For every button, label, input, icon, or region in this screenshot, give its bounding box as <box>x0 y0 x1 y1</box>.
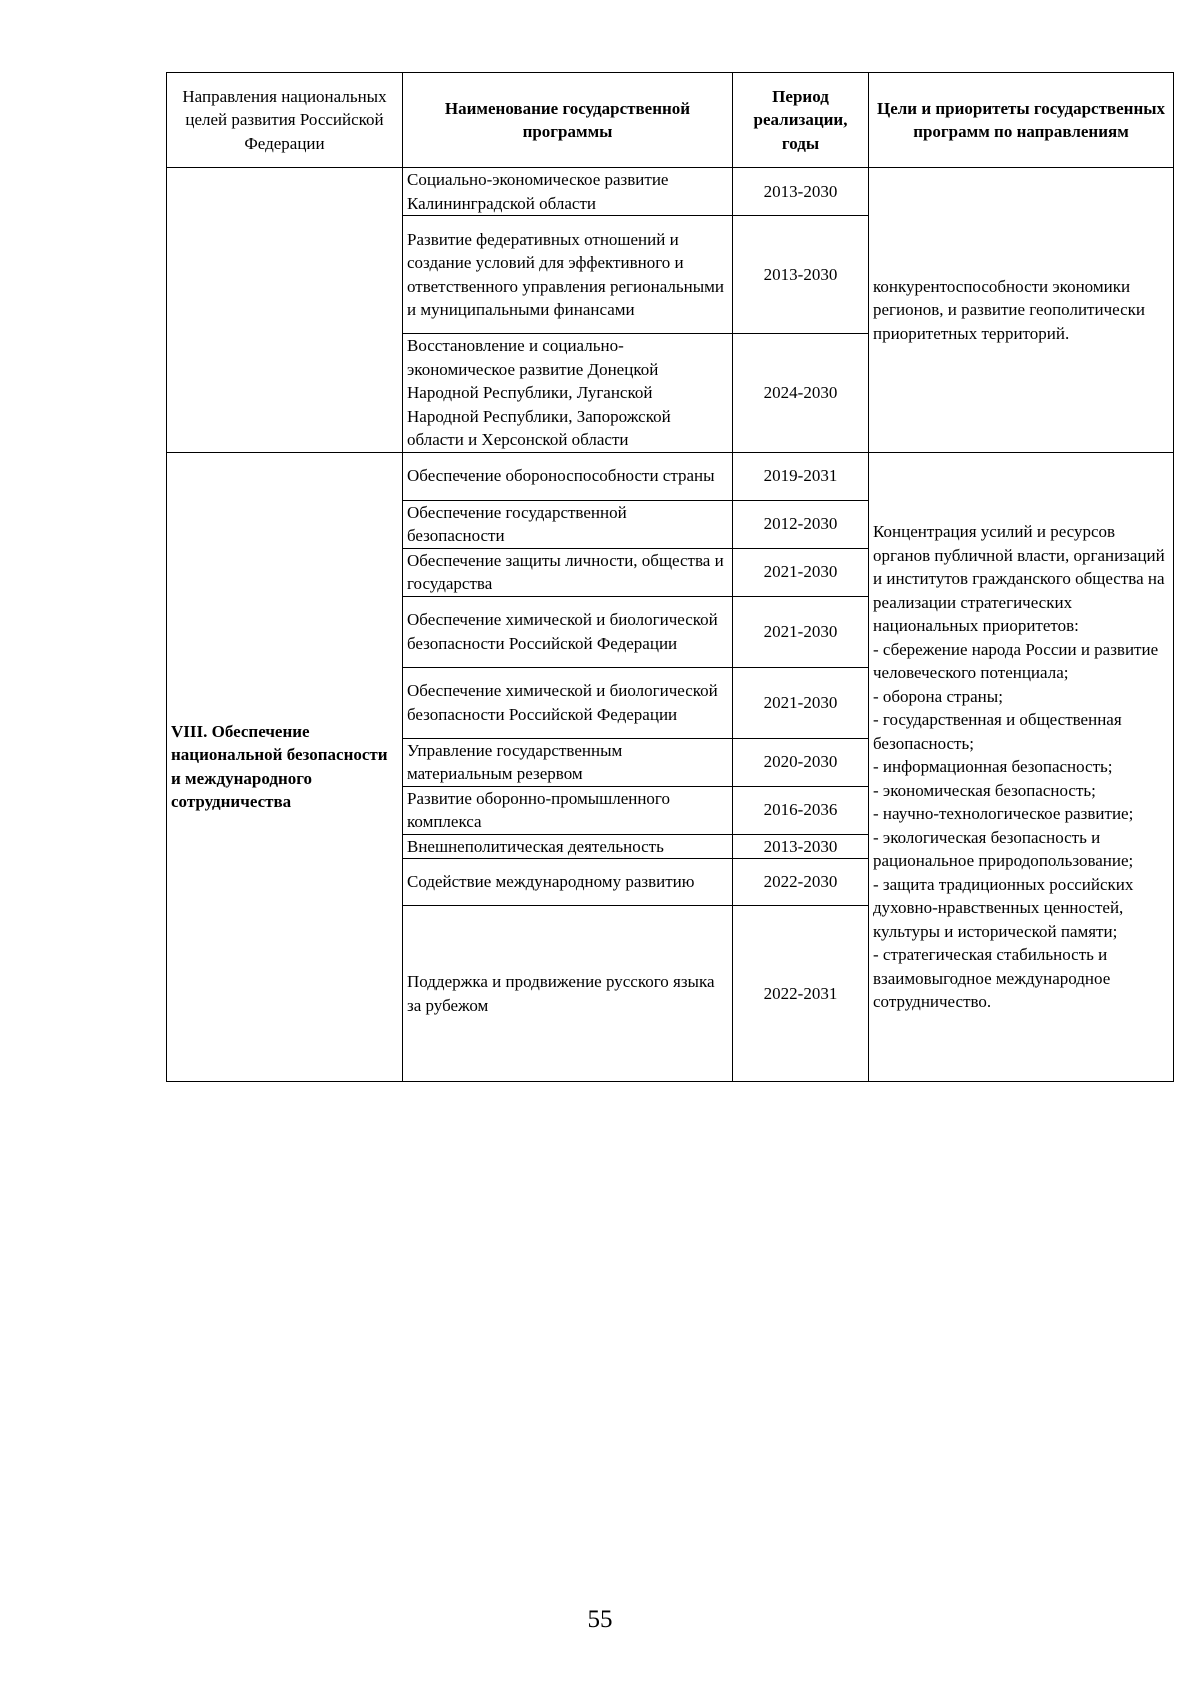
goals-item: - сбережение народа России и развитие человеческого потенциала; <box>873 639 1159 682</box>
header-goals: Цели и приоритеты государственных программ по направлениям <box>869 73 1174 168</box>
program-period: 2021-2030 <box>733 596 869 667</box>
table-row <box>167 452 1174 500</box>
program-period: 2013-2030 <box>733 834 869 859</box>
program-period: 2020-2030 <box>733 738 869 786</box>
program-name: Обеспечение обороноспособности страны <box>403 452 733 500</box>
program-period: 2013-2030 <box>733 168 869 216</box>
program-name: Содействие международному развитию <box>403 859 733 906</box>
program-name: Восстановление и социально-экономическое развитие Донецкой Народной Республики, Луганской Народной Республики, Запорожской области и Херсонской области <box>403 334 733 453</box>
program-name: Социально-экономическое развитие Калининградской области <box>403 168 733 216</box>
program-name: Внешнеполитическая деятельность <box>403 834 733 859</box>
program-name: Поддержка и продвижение русского языка за рубежом <box>403 906 733 1082</box>
goals-item: - информационная безопасность; <box>873 757 1113 776</box>
table-header-row <box>167 73 1174 168</box>
header-directions: Направления национальных целей развития Российской Федерации <box>167 73 403 168</box>
program-period: 2012-2030 <box>733 500 869 548</box>
program-period: 2022-2031 <box>733 906 869 1082</box>
programs-table <box>166 72 1174 1082</box>
goals-item: - защита традиционных российских духовно-нравственных ценностей, культуры и исторической памяти; <box>873 874 1134 941</box>
goals-item: - экономическая безопасность; <box>873 780 1096 800</box>
program-name: Развитие оборонно-промышленного комплекса <box>403 786 733 834</box>
program-period: 2022-2030 <box>733 859 869 906</box>
program-period: 2013-2030 <box>733 216 869 334</box>
page-number: 55 <box>587 1606 613 1633</box>
goals-item: - научно-технологическое развитие; <box>873 804 1134 823</box>
program-period: 2016-2036 <box>733 786 869 834</box>
program-name: Управление государственным материальным резервом <box>403 738 733 786</box>
program-name: Развитие федеративных отношений и создание условий для эффективного и ответственного управления региональными и муниципальными финансами <box>403 216 733 334</box>
program-period: 2021-2030 <box>733 667 869 738</box>
header-program-name: Наименование государственной программы <box>403 73 733 168</box>
program-period: 2021-2030 <box>733 548 869 596</box>
goals-intro: Концентрация усилий и ресурсов органов публичной власти, организаций и институтов гражданского общества на реализации стратегических национальных приоритетов: <box>873 522 1165 635</box>
program-name: Обеспечение химической и биологической безопасности Российской Федерации <box>403 667 733 738</box>
direction-cell-prev <box>167 168 403 453</box>
direction-cell-viii: VIII. Обеспечение национальной безопасности и международного сотрудничества <box>167 452 403 1082</box>
program-name: Обеспечение государственной безопасности <box>403 500 733 548</box>
program-period: 2024-2030 <box>733 334 869 453</box>
program-name: Обеспечение защиты личности, общества и государства <box>403 548 733 596</box>
header-period: Период реализации, годы <box>733 73 869 168</box>
goals-item: - оборона страны; <box>873 686 1003 706</box>
goals-cell-viii <box>869 452 1174 1082</box>
goals-cell-prev: конкурентоспособности экономики регионов, и развитие геополитически приоритетных территорий. <box>869 168 1174 453</box>
program-name: Обеспечение химической и биологической безопасности Российской Федерации <box>403 596 733 667</box>
table-row <box>167 168 1174 216</box>
program-period: 2019-2031 <box>733 452 869 500</box>
goals-item: - стратегическая стабильность и взаимовыгодное международное сотрудничество. <box>873 945 1111 1011</box>
goals-item: - экологическая безопасность и рациональное природопользование; <box>873 827 1134 870</box>
goals-item: - государственная и общественная безопасность; <box>873 710 1122 753</box>
